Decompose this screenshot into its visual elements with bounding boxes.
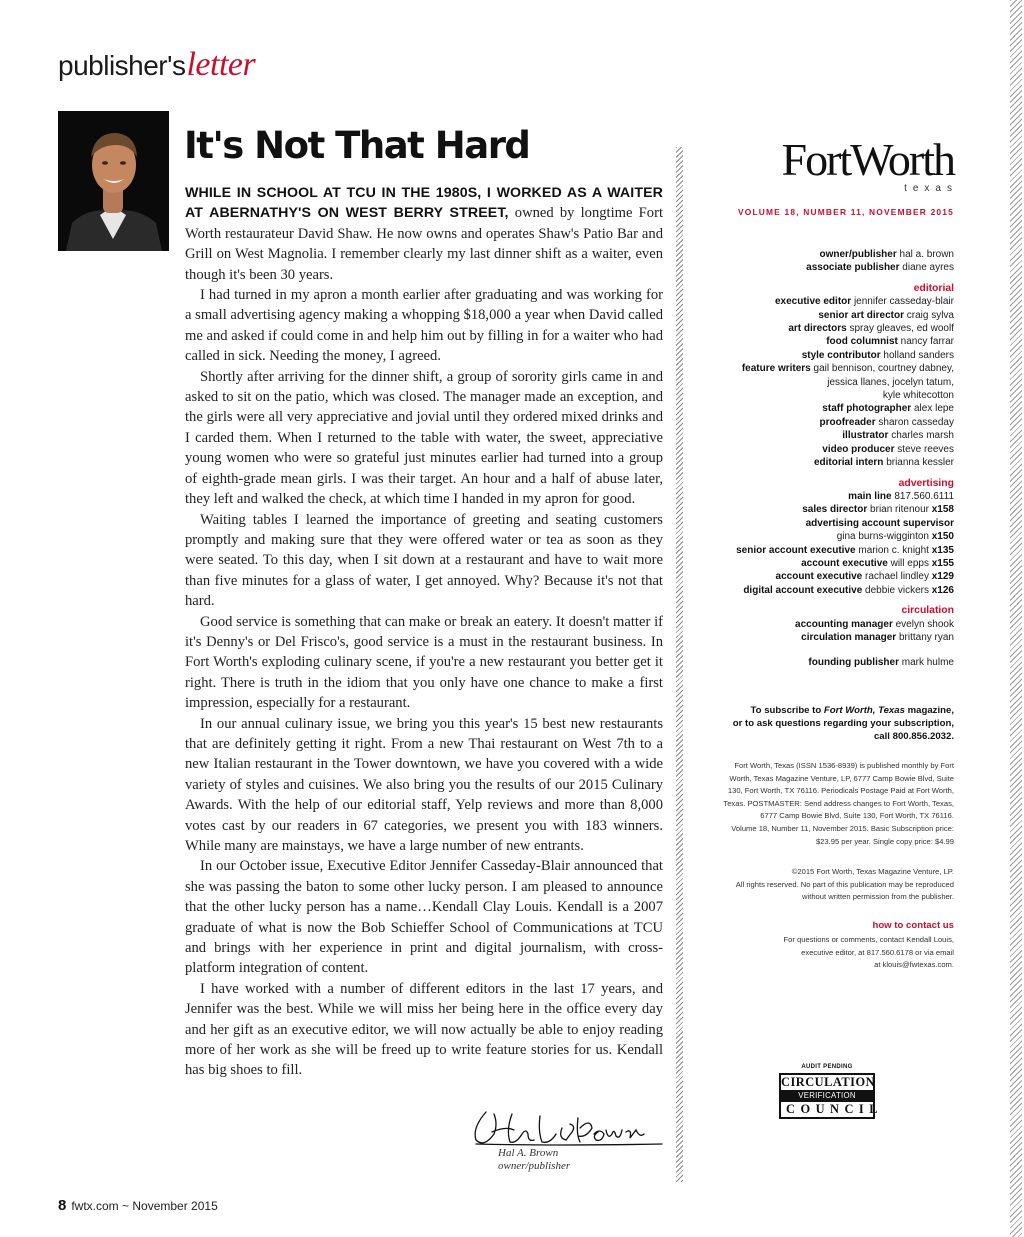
contact-info: For questions or comments, contact Kendall Louis, executive editor, at 817.560.6178 or via email at klouis@fwtexas.com.: [783, 935, 954, 970]
staff-row: gina burns-wigginton x150: [836, 531, 954, 543]
signature-caption: [498, 1147, 570, 1173]
section-header: [58, 46, 255, 84]
page-edge-pattern: [1010, 0, 1022, 1237]
staff-row: kyle whitecotton: [882, 390, 954, 402]
circulation-heading: circulation: [901, 605, 954, 617]
magazine-logo-sub: texas: [904, 183, 958, 194]
staff-row: accounting manager evelyn shook: [795, 618, 954, 630]
section-label-script: letter: [186, 46, 256, 83]
editorial-heading: editorial: [913, 282, 954, 294]
article-body: [185, 183, 663, 1081]
staff-row: digital account executive debbie vickers x126: [743, 584, 954, 596]
staff-row: account executive rachael lindley x129: [775, 571, 954, 583]
staff-row: editorial intern brianna kessler: [813, 457, 954, 469]
lead-text: owned by longtime Fort Worth restaurateur David Shaw. He now owns and operates Shaw's Patio Bar and Grill on West Magnolia. I remember clearly my last dinner shift as a waiter, even though it's been 30 years.: [185, 205, 663, 283]
footer-text: fwtx.com ~ November 2015: [71, 1199, 218, 1213]
staff-row: jessica llanes, jocelyn tatum,: [827, 376, 954, 388]
staff-row: main line 817.560.6111: [848, 490, 954, 502]
staff-row: senior account executive marion c. knight x135: [736, 544, 954, 556]
audit-badge: [779, 1064, 884, 1119]
contact-heading: how to contact us: [872, 920, 954, 931]
staff-row: circulation manager brittany ryan: [801, 631, 954, 643]
signature-name: Hal A. Brown: [498, 1147, 559, 1159]
staff-row: video producer steve reeves: [822, 443, 954, 455]
column-divider: [676, 147, 683, 1182]
staff-row: senior art director craig sylva: [818, 309, 954, 321]
publisher-portrait-image: [58, 111, 169, 251]
staff-row: associate publisher diane ayres: [806, 262, 954, 274]
publisher-photo: [58, 111, 169, 251]
staff-row: illustrator charles marsh: [842, 430, 954, 442]
page-footer: [58, 1197, 218, 1214]
staff-row: advertising account supervisor: [805, 517, 954, 529]
article-paragraph: In our annual culinary issue, we bring you this year's 15 best new restaurants that are definitely getting it right. From a new Thai restaurant on West 7th to a new Italian restaurant in the Tower downtown, we have you covered with a wide variety of styles and cuisines. We also bring you the results of our 2015 Culinary Awards. With the help of our editorial staff, Yelp reviews and more than 8,000 votes cast by our readers in 67 categories, we present you with 183 winners. While many are mainstays, we have a large number of new entrants.: [185, 715, 663, 854]
article-paragraph: In our October issue, Executive Editor Jennifer Casseday-Blair announced that she was passing the baton to some other lucky person. I am pleased to announce that the other lucky person has a name…Kendall Clay Louis. Kendall is a 2007 graduate of what is now the Bob Schieffer School of Communications at TCU and brings with her experience in print and digital journalism, with cross-platform integration of content.: [185, 858, 663, 977]
staff-row: founding publisher mark hulme: [808, 657, 954, 669]
audit-pending-label: AUDIT PENDING: [801, 1064, 853, 1070]
staff-row: executive editor jennifer casseday-blair: [775, 296, 954, 308]
staff-row: style contributor holland sanders: [801, 349, 954, 361]
cvc-logo: CIRCULATION VERIFICATION COUNCIL: [779, 1073, 875, 1119]
page-number: 8: [58, 1197, 67, 1214]
article-paragraph: Good service is something that can make or break an eatery. It doesn't matter if it's Denny's or Del Frisco's, good service is a must in the restaurant business. In Fort Worth's exploding culinary scene, if you're a new restaurant you better get it right. There is truth in the idiom that you only have one chance to make a first impression, especially for a restaurant.: [185, 613, 663, 712]
staff-row: art directors spray gleaves, ed woolf: [788, 323, 954, 335]
staff-row: staff photographer alex lepe: [822, 403, 954, 415]
magazine-logo: FortWorth: [781, 134, 954, 185]
staff-row: account executive will epps x155: [801, 557, 954, 569]
article-paragraph: Waiting tables I learned the importance of greeting and seating customers promptly and making sure that they were offered water or tea as soon as they were seated. To this day, when I sit down at a restaurant and have to wait more than five minutes for a glass of water, I get annoyed. Why? Because it's not that hard.: [185, 511, 663, 610]
article-headline: It's Not That Hard: [184, 124, 530, 167]
staff-row: owner/publisher hal a. brown: [819, 249, 954, 260]
staff-row: food columnist nancy farrar: [826, 336, 954, 348]
advertising-heading: advertising: [898, 477, 954, 489]
staff-row: proofreader sharon casseday: [819, 416, 954, 428]
volume-line: VOLUME 18, NUMBER 11, NOVEMBER 2015: [737, 207, 954, 217]
subscribe-info: To subscribe to Fort Worth, Texas magazine, or to ask questions regarding your subscription, call 800.856.2032.: [732, 705, 954, 742]
staff-list: [698, 248, 954, 670]
staff-row: feature writers gail bennison, courtney dabney,: [741, 363, 954, 375]
article-paragraph: I had turned in my apron a month earlier after graduating and was working for a small advertising agency making a whopping $18,000 a year when David called me and asked if could come in and help him out by filling in for a waiter who had called in sick. Needing the money, I agreed.: [185, 287, 663, 365]
section-label: publisher's: [58, 50, 186, 81]
masthead: [698, 134, 958, 217]
article-paragraph: I have worked with a number of different editors in the last 17 years, and Jennifer was the best. While we will miss her being here in the office every day and her gift as an executive editor, we will now actually be able to enjoy reading more of her work as she will be freed up to write feature stories for us. Kendall has big shoes to fill.: [185, 980, 663, 1079]
copyright-notice: ©2015 Fort Worth, Texas Magazine Venture, LP. All rights reserved. No part of this publication may be reproduced without written permission from the publisher.: [735, 867, 954, 902]
signature-title: owner/publisher: [498, 1160, 571, 1172]
handwritten-signature: [466, 1104, 666, 1150]
staff-row: sales director brian ritenour x158: [802, 504, 954, 516]
lead-paragraph: [185, 183, 663, 285]
publication-info: Fort Worth, Texas (ISSN 1536-8939) is published monthly by Fort Worth, Texas Magazine Venture, LP, 6777 Camp Bowie Blvd, Suite 130, Fort Worth, TX 76116. Periodicals Postage Paid at Fort Worth, Texas. POSTMASTER: Send address changes to Fort Worth, Texas, 6777 Camp Bowie Blvd, Suite 130, Fort Worth, TX 76116. Volume 18, Number 11, November 2015. Basic Subscription price: $23.95 per year. Single copy price: $4.99: [723, 761, 954, 846]
lead-caps: WHILE IN SCHOOL AT TCU IN THE 1980S, I WORKED AS A WAITER AT ABERNATHY'S ON WEST BERRY STREET,: [185, 185, 663, 222]
article-paragraph: Shortly after arriving for the dinner shift, a group of sorority girls came in and asked to sit on the patio, which was closed. The manager made an exception, and the girls were all very appreciative and jovial until they ordered mixed drinks and I carded them. When I returned to the table with water, the sweet, appreciative young women who were so grateful just minutes earlier had turned into a group of eighth-grade mean girls. I was their target. An hour and a half of abuse later, they left and walked the check, at which time I handed in my apron for good.: [185, 368, 663, 508]
